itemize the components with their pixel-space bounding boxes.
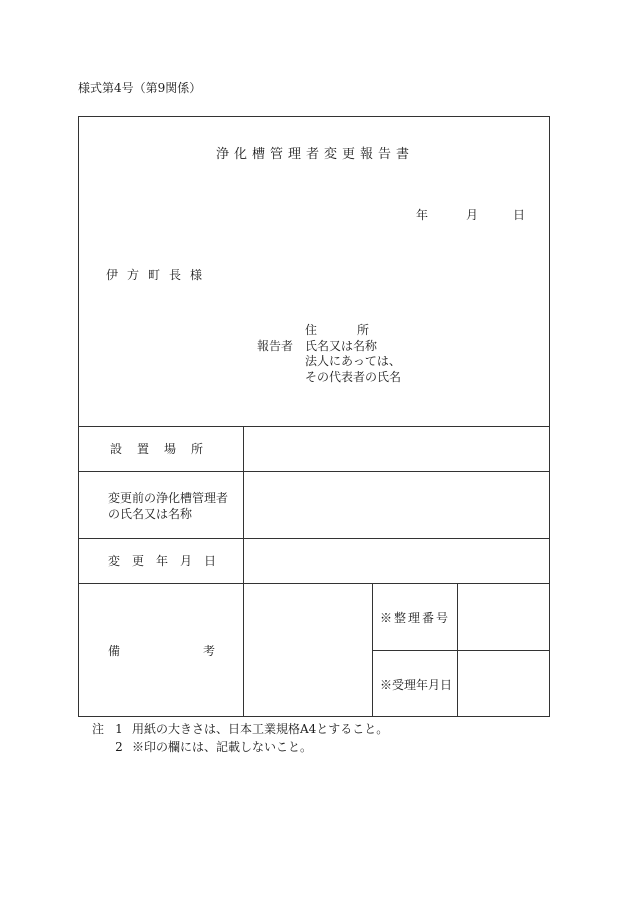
row-divider-remarks-top [78,583,550,584]
row-divider-office-mid [372,650,550,651]
reporter-address-label: 住 所 [305,323,370,337]
date-month-label: 月 [466,208,479,222]
change-date-label: 変更年月日 [108,554,229,568]
form-number: 様式第4号（第9関係） [78,81,202,95]
installation-location-label: 設置場所 [110,442,219,456]
row-divider-prev-top [78,471,550,472]
row-divider-date-top [78,538,550,539]
registration-number-label: ※整理番号 [380,611,451,625]
row-divider-location-top [78,426,550,427]
note-item: 注 1 用紙の大きさは、日本工業規格A4とすること。 [92,722,389,736]
note-item: 2 ※印の欄には、記載しないこと。 [115,740,313,754]
remarks-label-first: 備 [108,644,121,658]
previous-manager-label: 変更前の浄化槽管理者の氏名又は名称 [108,491,229,521]
addressee: 伊方町長様 [106,268,212,282]
col-divider-office [372,583,373,717]
reporter-label: 報告者 [257,339,294,353]
reporter-name-label: 氏名又は名称 [305,339,378,353]
document-title: 浄化槽管理者変更報告書 [215,147,414,162]
col-divider-label [243,426,244,717]
received-date-label: ※受理年月日 [380,678,453,692]
reporter-corp-label: 法人にあっては、 [305,354,401,368]
remarks-label-second: 考 [203,644,216,658]
reporter-representative-label: その代表者の氏名 [305,370,402,384]
date-day-label: 日 [513,208,526,222]
col-divider-office-value [457,583,458,717]
date-year-label: 年 [416,208,429,222]
form-frame [78,116,550,717]
